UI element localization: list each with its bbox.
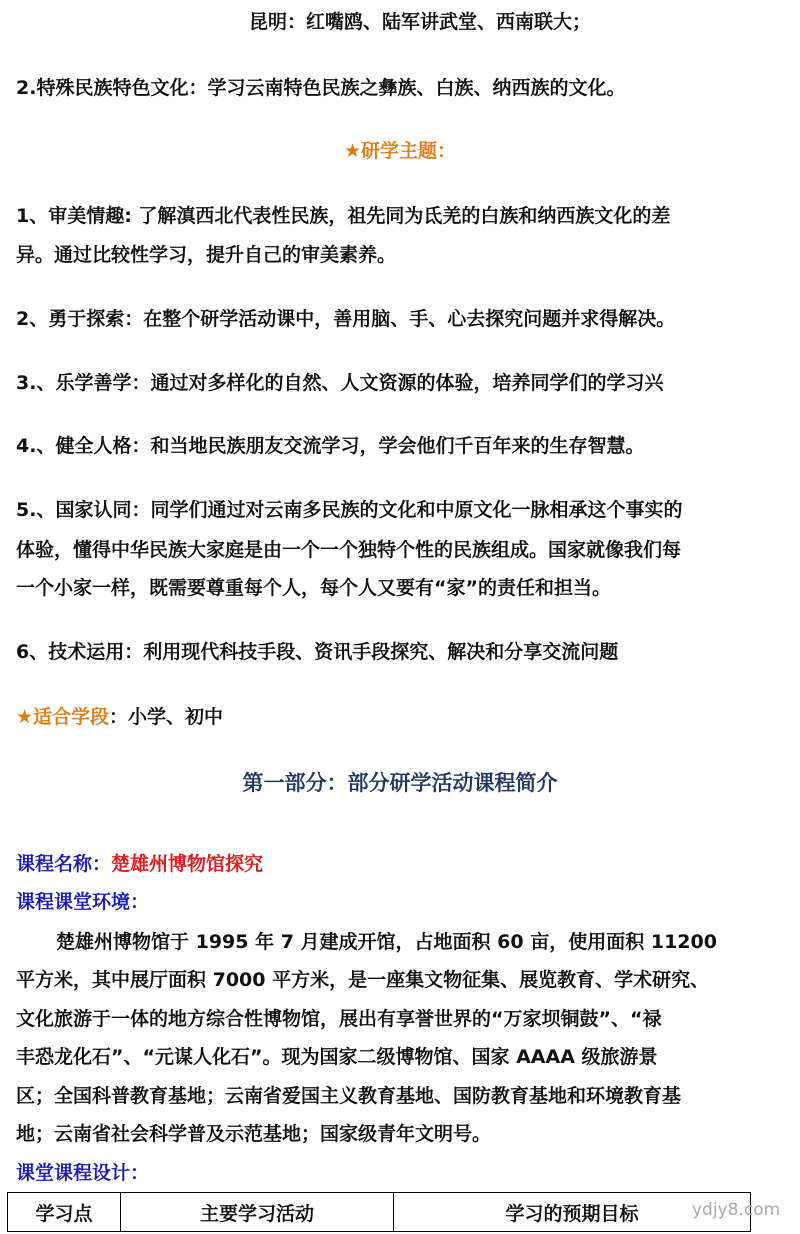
watermark: ydjy8.com [692,1200,781,1220]
grade-line [16,705,223,729]
themes-heading: ★研学主题： [343,140,457,162]
environment-line-4: 丰恐龙化石”、“元谋人化石”。现为国家二级博物馆、国家 AAAA 级旅游景 [16,1046,658,1068]
environment-line-2: 平方米，其中展厅面积 7000 平方米，是一座集文物征集、展览教育、学术研究、 [16,969,710,991]
course-design-table [7,1192,751,1232]
theme-5-line-2: 体验，懂得中华民族大家庭是由一个一个独特个性的民族组成。国家就像我们每 [16,539,682,561]
grade-value: ：小学、初中 [109,706,224,728]
part-one-title: 第一部分：部分研学活动课程简介 [242,771,558,795]
environment-label: 课程课堂环境： [16,891,150,913]
environment-line-1: 楚雄州博物馆于 1995 年 7 月建成开馆，占地面积 60 亩，使用面积 11200 [56,931,717,953]
culture-line: 2.特殊民族特色文化：学习云南特色民族之彝族、白族、纳西族的文化。 [16,77,626,99]
theme-6-line-1: 6、技术运用：利用现代科技手段、资讯手段探究、解决和分享交流问题 [16,641,619,663]
table-header-main-activity: 主要学习活动 [121,1193,394,1232]
table-header-learning-point: 学习点 [8,1193,121,1232]
grade-label: ★适合学段 [16,706,110,728]
theme-1-line-2: 异。通过比较性学习，提升自己的审美素养。 [16,244,397,266]
theme-5-line-1: 5.、国家认同：同学们通过对云南多民族的文化和中原文化一脉相承这个事实的 [16,499,683,521]
environment-line-6: 地；云南省社会科学普及示范基地；国家级青年文明号。 [16,1123,492,1145]
table-header-expected-goal: 学习的预期目标 [394,1193,751,1232]
course-name-label: 课程名称： [16,853,112,875]
theme-3-line-1: 3.、乐学善学：通过对多样化的自然、人文资源的体验，培养同学们的学习兴 [16,372,664,394]
course-name-line [16,852,263,876]
theme-1-line-1: 1、审美情趣: 了解滇西北代表性民族，祖先同为氐羌的白族和纳西族文化的差 [16,205,671,227]
theme-4-line-1: 4.、健全人格：和当地民族朋友交流学习，学会他们千百年来的生存智慧。 [16,435,645,457]
theme-2-line-1: 2、勇于探索：在整个研学活动课中，善用脑、手、心去探究问题并求得解决。 [16,308,676,330]
environment-line-5: 区；全国科普教育基地；云南省爱国主义教育基地、国防教育基地和环境教育基 [16,1085,682,1107]
environment-line-3: 文化旅游于一体的地方综合性博物馆，展出有享誉世界的“万家坝铜鼓”、“禄 [16,1008,662,1030]
course-name-value: 楚雄州博物馆探究 [111,853,264,875]
table-header-row [8,1193,751,1232]
kunming-line: 昆明：红嘴鸥、陆军讲武堂、西南联大； [249,11,592,33]
design-label: 课堂课程设计： [16,1162,150,1184]
theme-5-line-3: 一个小家一样，既需要尊重每个人，每个人又要有“家”的责任和担当。 [16,577,611,599]
